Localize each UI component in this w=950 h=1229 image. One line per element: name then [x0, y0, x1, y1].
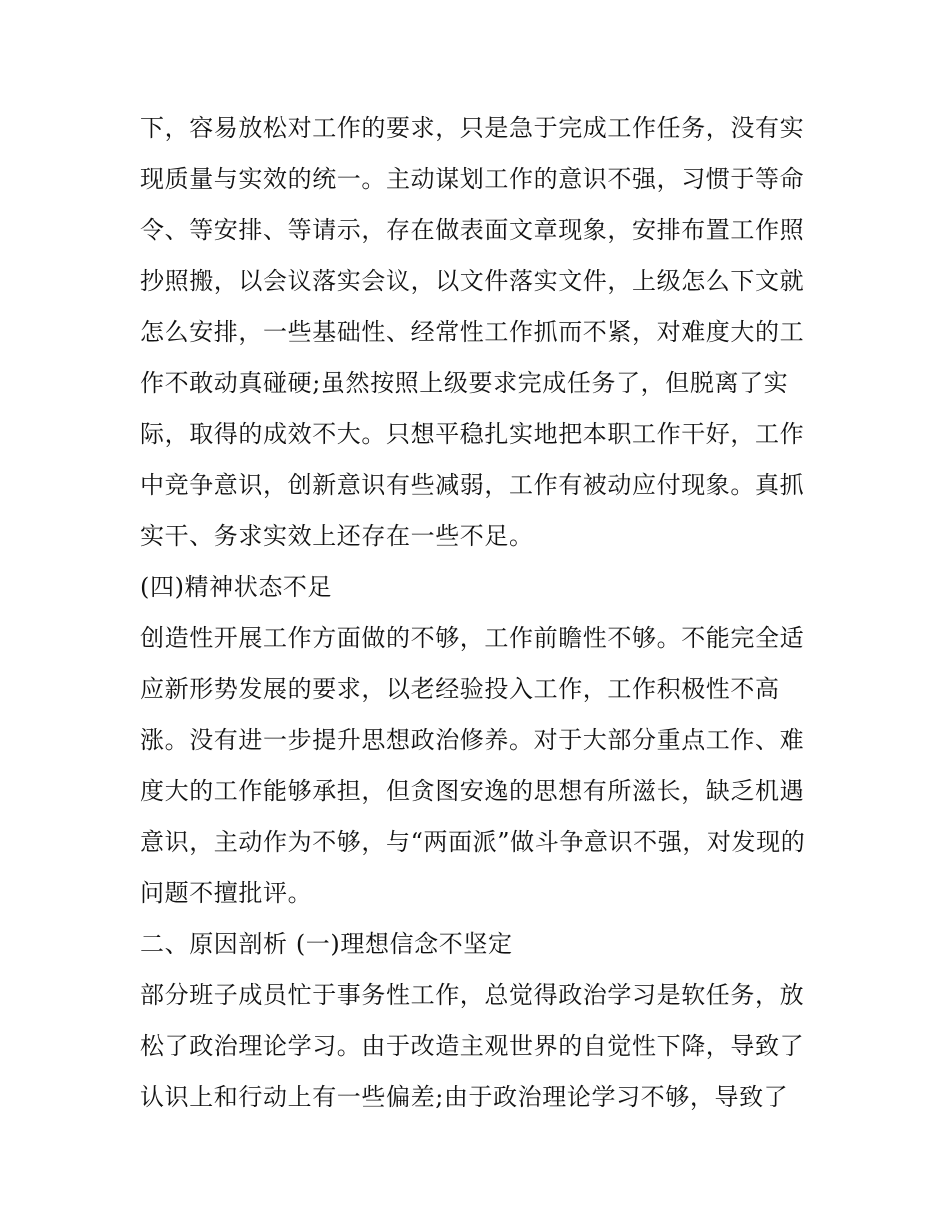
text-line: 意识，主动作为不够，与“两面派”做斗争意识不强，对发现的: [140, 828, 806, 856]
text-line: 问题不擅批评。: [140, 879, 313, 907]
text-line: 际，取得的成效不大。只想平稳扎实地把本职工作干好，工作: [140, 420, 805, 448]
text-line: 作不敢动真碰硬;虽然按照上级要求完成任务了，但脱离了实: [140, 369, 789, 397]
text-line: 创造性开展工作方面做的不够，工作前瞻性不够。不能完全适: [140, 624, 805, 652]
text-line: 应新形势发展的要求，以老经验投入工作，工作积极性不高: [140, 675, 780, 703]
text-line: 下，容易放松对工作的要求，只是急于完成工作任务，没有实: [140, 114, 805, 142]
text-line: 实干、务求实效上还存在一些不足。: [140, 522, 534, 550]
text-line: 令、等安排、等请示，存在做表面文章现象，安排布置工作照: [140, 216, 805, 244]
section-heading: 二、原因剖析 (一)理想信念不坚定: [140, 930, 513, 958]
text-line: 抄照搬，以会议落实会议，以文件落实文件，上级怎么下文就: [140, 267, 805, 295]
text-line: 现质量与实效的统一。主动谋划工作的意识不强，习惯于等命: [140, 165, 805, 193]
text-line: 认识上和行动上有一些偏差;由于政治理论学习不够，导致了: [140, 1083, 789, 1111]
text-line: 度大的工作能够承担，但贪图安逸的思想有所滋长，缺乏机遇: [140, 777, 805, 805]
text-line: 松了政治理论学习。由于改造主观世界的自觉性下降，导致了: [140, 1032, 805, 1060]
text-line: 中竞争意识，创新意识有些减弱，工作有被动应付现象。真抓: [140, 471, 805, 499]
text-line: 怎么安排，一些基础性、经常性工作抓而不紧，对难度大的工: [140, 318, 805, 346]
text-line: 部分班子成员忙于事务性工作，总觉得政治学习是软任务，放: [140, 981, 805, 1009]
text-line: 涨。没有进一步提升思想政治修养。对于大部分重点工作、难: [140, 726, 805, 754]
section-heading: (四)精神状态不足: [140, 573, 333, 601]
